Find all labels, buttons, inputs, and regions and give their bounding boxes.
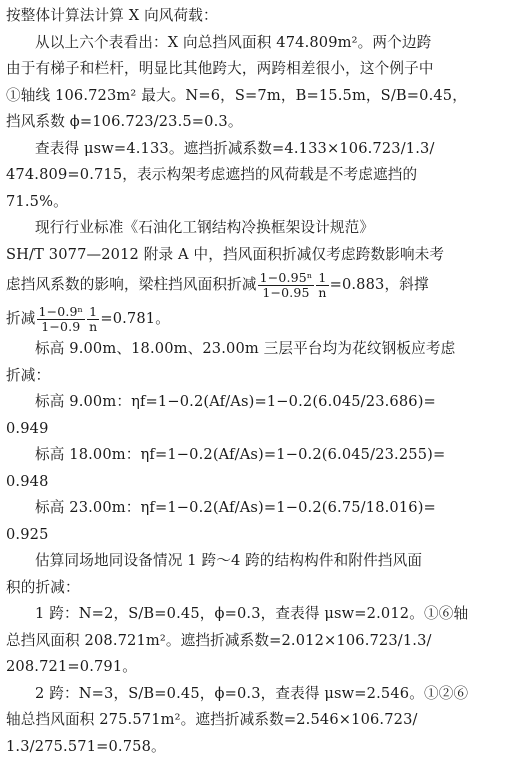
formula-line-beam [6, 268, 507, 302]
text-line: 标高 9.00m、18.00m、23.00m 三层平台均为花纹钢板应考虑 [35, 340, 456, 357]
formula-line-brace [6, 302, 507, 336]
fraction-numerator: 1 [316, 271, 328, 286]
fraction-numerator: 1 [87, 305, 99, 320]
text-line: 0.925 [6, 525, 49, 543]
text-segment: 虑挡风系数的影响，梁柱挡风面积折减 [6, 276, 257, 293]
fraction-brace [37, 305, 86, 334]
fraction-beam [258, 271, 315, 300]
fraction-denominator: 1−0.95 [262, 284, 310, 300]
text-line: 由于有梯子和栏杆，明显比其他跨大，两跨相差很小，这个例子中 [6, 60, 434, 77]
text-line: 1 跨：N=2，S/B=0.45，ϕ=0.3，查表得 μsw=2.012。①⑥轴 [35, 605, 469, 622]
fraction-denominator: 1−0.9 [41, 318, 81, 334]
text-segment: =0.781。 [100, 310, 170, 327]
text-line: 0.948 [6, 472, 49, 490]
text-line: 2 跨：N=3，S/B=0.45，ϕ=0.3，查表得 μsw=2.546。①②⑥ [35, 684, 469, 702]
text-line: 474.809=0.715，表示构架考虑遮挡的风荷载是不考虑遮挡的 [6, 166, 418, 183]
fraction-numerator: 1−0.9ⁿ [38, 303, 84, 319]
text-line: 1.3/275.571=0.758。 [6, 737, 166, 755]
text-line: 折减： [6, 366, 51, 384]
text-line: 轴总挡风面积 275.571m²。遮挡折减系数=2.546×106.723/ [6, 711, 418, 728]
text-line: 估算同场地同设备情况 1 跨～4 跨的结构构件和附件挡风面 [35, 552, 423, 569]
text-line: 挡风系数 ϕ=106.723/23.5=0.3。 [6, 113, 243, 130]
text-line: 总挡风面积 208.721m²。遮挡折减系数=2.012×106.723/1.3/ [6, 631, 432, 649]
fraction-numerator: 1−0.95ⁿ [259, 269, 313, 285]
fraction-brace-inverse [87, 305, 99, 334]
fraction-beam-inverse [316, 271, 328, 300]
text-line: 积的折减： [6, 578, 80, 596]
fraction-denominator: n [318, 284, 327, 300]
text-line: 标高 9.00m：ηf=1−0.2(Af/As)=1−0.2(6.045/23.686)= [35, 393, 436, 410]
text-line: 标高 23.00m：ηf=1−0.2(Af/As)=1−0.2(6.75/18.016)= [35, 499, 436, 516]
text-line: SH/T 3077—2012 附录 A 中，挡风面积折减仅考虑跨数影响未考 [6, 245, 445, 263]
text-line: 按整体计算法计算 X 向风荷载： [6, 7, 218, 24]
text-line: 查表得 μsw=4.133。遮挡折减系数=4.133×106.723/1.3/ [35, 139, 435, 157]
text-line: 0.949 [6, 419, 49, 437]
text-line: 从以上六个表看出：X 向总挡风面积 474.809m²。两个边跨 [35, 33, 432, 51]
text-line: 208.721=0.791。 [6, 658, 138, 675]
text-line: ①轴线 106.723m² 最大。N=6，S=7m，B=15.5m，S/B=0.45， [6, 86, 467, 104]
text-line: 标高 18.00m：ηf=1−0.2(Af/As)=1−0.2(6.045/23.255)= [35, 446, 446, 463]
text-segment: =0.883，斜撑 [329, 276, 429, 293]
text-line: 现行行业标准《石油化工钢结构冷换框架设计规范》 [35, 219, 375, 236]
text-segment: 折减 [6, 310, 36, 327]
text-line: 71.5%。 [6, 192, 68, 210]
fraction-denominator: n [89, 318, 98, 334]
